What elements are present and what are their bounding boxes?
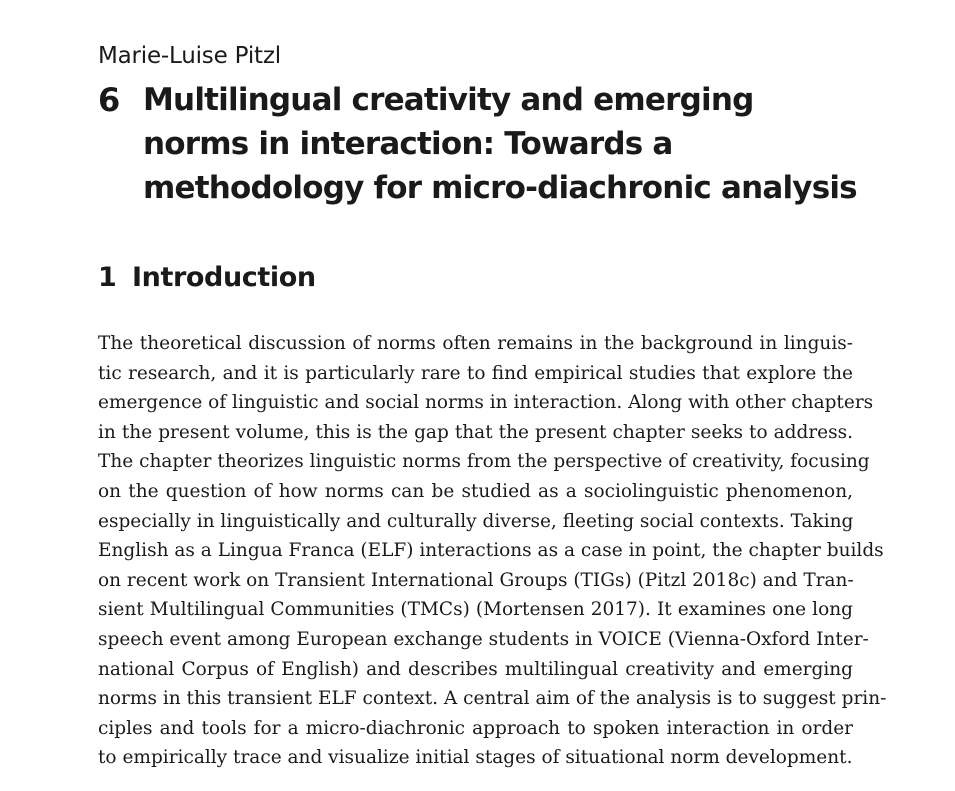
section-heading: [98, 258, 316, 298]
body-line: The chapter theorizes linguistic norms from the perspective of creativity, focusing: [98, 451, 870, 473]
body-line: to empirically trace and visualize initial stages of situational norm development.: [98, 747, 853, 769]
chapter-number: 6: [98, 81, 120, 119]
body-line: especially in linguistically and culturally diverse, fleeting social contexts. Taking: [98, 510, 854, 532]
body-line: The theoretical discussion of norms often remains in the background in linguis-: [98, 333, 853, 354]
body-line: English as a Lingua Franca (ELF) interactions as a case in point, the chapter builds: [98, 540, 884, 562]
body-line: national Corpus of English) and describes multilingual creativity and emerging: [98, 658, 853, 680]
body-line: norms in this transient ELF context. A central aim of the analysis is to suggest prin-: [98, 688, 887, 710]
body-line: on the question of how norms can be studied as a sociolinguistic phenomenon,: [98, 480, 853, 502]
body-line: emergence of linguistic and social norms in interaction. Along with other chapters: [98, 392, 874, 414]
body-line: on recent work on Transient International Groups (TIGs) (Pitzl 2018c) and Tran-: [98, 569, 854, 591]
body-line: sient Multilingual Communities (TMCs) (Mortensen 2017). It examines one long: [98, 599, 853, 621]
author-name: Marie-Luise Pitzl: [98, 43, 281, 69]
chapter-title-line: norms in interaction: Towards a: [143, 126, 673, 162]
body-line: ciples and tools for a micro-diachronic approach to spoken interaction in order: [98, 717, 853, 739]
chapter-title: [143, 78, 883, 210]
chapter-title-line: Multilingual creativity and emerging: [143, 82, 754, 118]
chapter-heading: [98, 78, 898, 210]
body-line: in the present volume, this is the gap that the present chapter seeks to address.: [98, 421, 853, 443]
section-title: Introduction: [132, 262, 316, 293]
body-paragraph: [98, 329, 887, 773]
body-line: speech event among European exchange students in VOICE (Vienna-Oxford Inter-: [98, 628, 869, 650]
chapter-title-line: methodology for micro-diachronic analysis: [143, 170, 857, 206]
body-line: tic research, and it is particularly rare to find empirical studies that explore the: [98, 362, 853, 384]
section-number: 1: [98, 262, 117, 293]
